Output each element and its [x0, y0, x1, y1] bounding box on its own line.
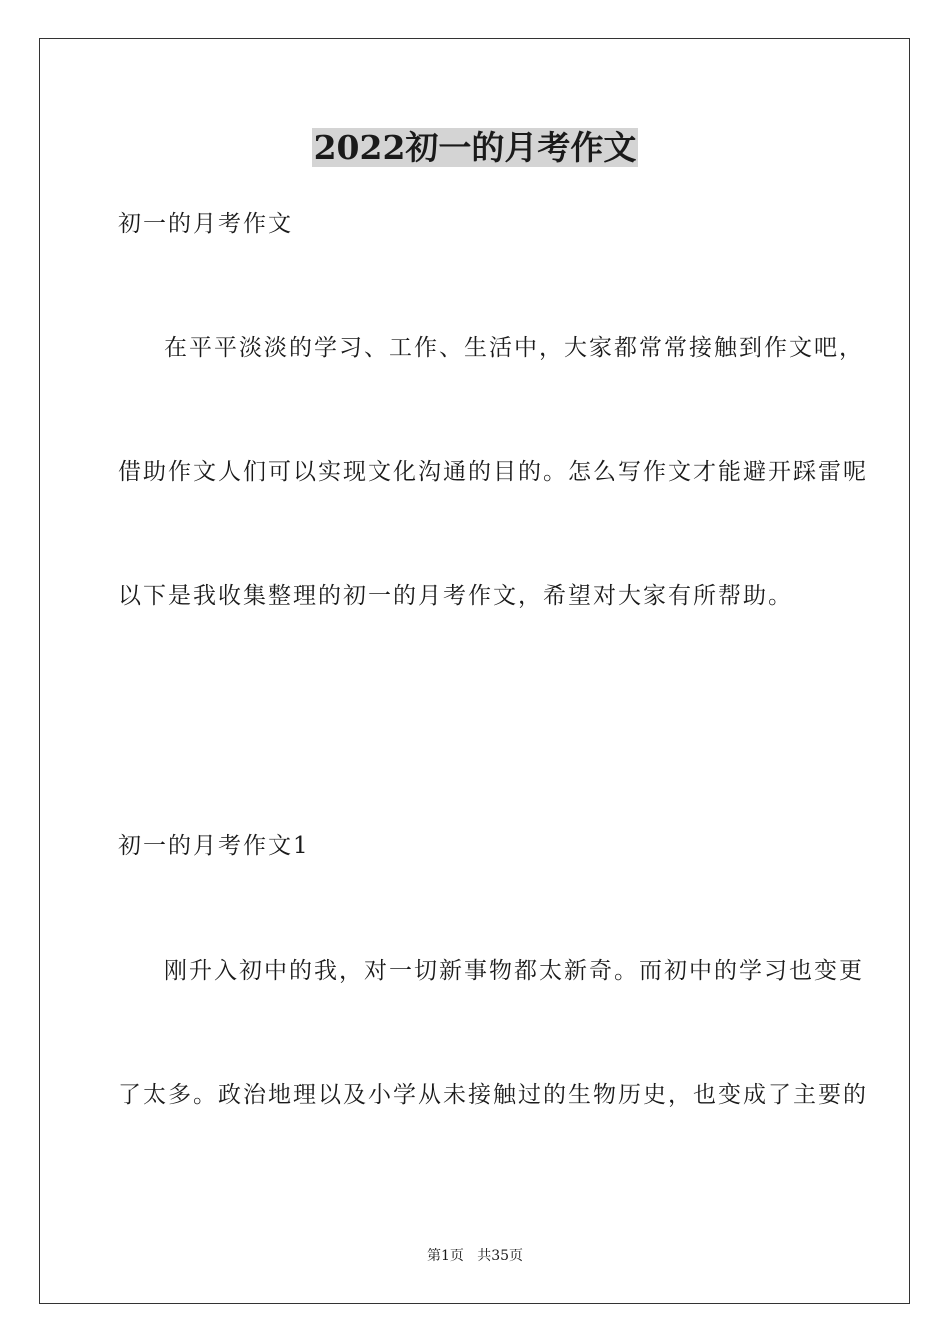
paragraph-line: 了太多。政治地理以及小学从未接触过的生物历史，也变成了主要的	[118, 1082, 868, 1108]
document-subtitle: 初一的月考作文	[118, 211, 293, 237]
document-title-text: 2022初一的月考作文	[313, 128, 637, 167]
paragraph-line: 刚升入初中的我，对一切新事物都太新奇。而初中的学习也变更	[164, 958, 864, 984]
paragraph-line: 以下是我收集整理的初一的月考作文，希望对大家有所帮助。	[118, 583, 793, 609]
section-heading: 初一的月考作文1	[118, 833, 310, 859]
page-footer: 第1页 共35页	[426, 1248, 524, 1264]
paragraph-line: 借助作文人们可以实现文化沟通的目的。怎么写作文才能避开踩雷呢	[118, 459, 868, 485]
paragraph-line: 在平平淡淡的学习、工作、生活中，大家都常常接触到作文吧，	[164, 335, 864, 361]
document-title	[0, 126, 950, 170]
